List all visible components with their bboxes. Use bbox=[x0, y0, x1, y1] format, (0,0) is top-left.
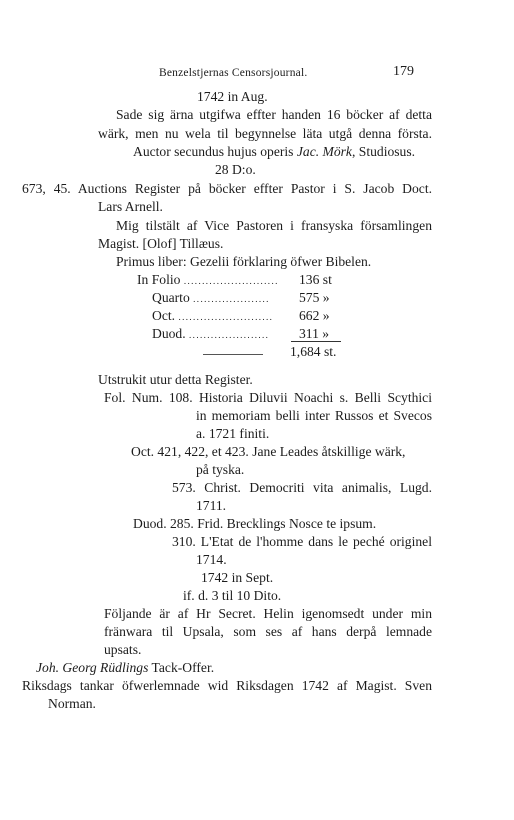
text-line: 310. L'Etat de l'homme dans le peché originel bbox=[172, 534, 432, 549]
text-line: Sade sig ärna utgifwa effter handen 16 böcker af detta bbox=[116, 107, 432, 122]
text-line: på tyska. bbox=[196, 462, 245, 477]
row-label: Quarto ..................... bbox=[152, 290, 270, 305]
table-row bbox=[152, 326, 347, 342]
table-total: 1,684 st. bbox=[290, 344, 337, 359]
text-line: 1711. bbox=[196, 498, 227, 513]
text-line: 1714. bbox=[196, 552, 227, 567]
row-label: Oct. .......................... bbox=[152, 308, 274, 323]
entry-line: Riksdags tankar öfwerlemnade wid Riksdagen 1742 af Magist. Sven bbox=[22, 678, 432, 693]
text-line: Magist. [Olof] Tillæus. bbox=[98, 236, 224, 251]
text-line: in memoriam belli inter Russos et Svecos bbox=[196, 408, 432, 423]
date-line: 1742 in Sept. bbox=[201, 570, 274, 585]
entry-line: 673, 45. Auctions Register på böcker effter Pastor i S. Jacob Doct. bbox=[22, 181, 432, 196]
sum-line bbox=[291, 341, 341, 342]
table-row bbox=[152, 290, 347, 306]
text-line: Mig tilstält af Vice Pastoren i fransyska församlingen bbox=[116, 218, 432, 233]
text-span: , Studiosus. bbox=[351, 144, 416, 159]
row-value: 662 » bbox=[299, 308, 330, 323]
text-line: Oct. 421, 422, et 423. Jane Leades åtskillige wärk, bbox=[131, 444, 406, 459]
text-line: fränwara til Upsala, som ses af hans derpå lemnade bbox=[104, 624, 432, 639]
author-name: Jac. Mörk bbox=[296, 144, 352, 159]
text-line: 573. Christ. Democriti vita animalis, Lugd. bbox=[172, 480, 432, 495]
text-line: Fol. Num. 108. Historia Diluvii Noachi s. Belli Scythici bbox=[104, 390, 432, 405]
entry-line bbox=[36, 660, 214, 676]
section-divider bbox=[203, 354, 263, 355]
text-span: Auctor secundus hujus operis bbox=[133, 144, 297, 159]
row-label: Duod. ...................... bbox=[152, 326, 270, 341]
text-line: Duod. 285. Frid. Brecklings Nosce te ipsum. bbox=[133, 516, 377, 531]
running-title: Benzelstjernas Censorsjournal. bbox=[159, 67, 308, 79]
page-number: 179 bbox=[393, 64, 414, 79]
date-line: 28 D:o. bbox=[215, 162, 256, 177]
text-span: Tack-Offer. bbox=[148, 660, 215, 675]
text-line: Följande är af Hr Secret. Helin igenomsedt under min bbox=[104, 606, 432, 621]
text-line: Lars Arnell. bbox=[98, 199, 163, 214]
date-line: 1742 in Aug. bbox=[197, 89, 268, 104]
row-label: In Folio .......................... bbox=[137, 272, 279, 287]
text-line: a. 1721 finiti. bbox=[196, 426, 270, 441]
row-value: 575 » bbox=[299, 290, 330, 305]
text-line: wärk, men nu wela til begynnelse läta utgå denna första. bbox=[98, 126, 432, 141]
row-value: 136 st bbox=[299, 272, 332, 287]
date-line: if. d. 3 til 10 Dito. bbox=[183, 588, 282, 603]
text-line bbox=[133, 144, 415, 160]
author-name: Joh. Georg Rüdlings bbox=[36, 660, 149, 675]
text-line: Primus liber: Gezelii förklaring öfwer Bibelen. bbox=[116, 254, 372, 269]
row-value: 311 » bbox=[299, 326, 330, 341]
text-line: upsats. bbox=[104, 642, 142, 657]
text-line: Norman. bbox=[48, 696, 96, 711]
table-row bbox=[137, 272, 347, 288]
table-row bbox=[152, 308, 347, 324]
text-line: Utstrukit utur detta Register. bbox=[98, 372, 253, 387]
